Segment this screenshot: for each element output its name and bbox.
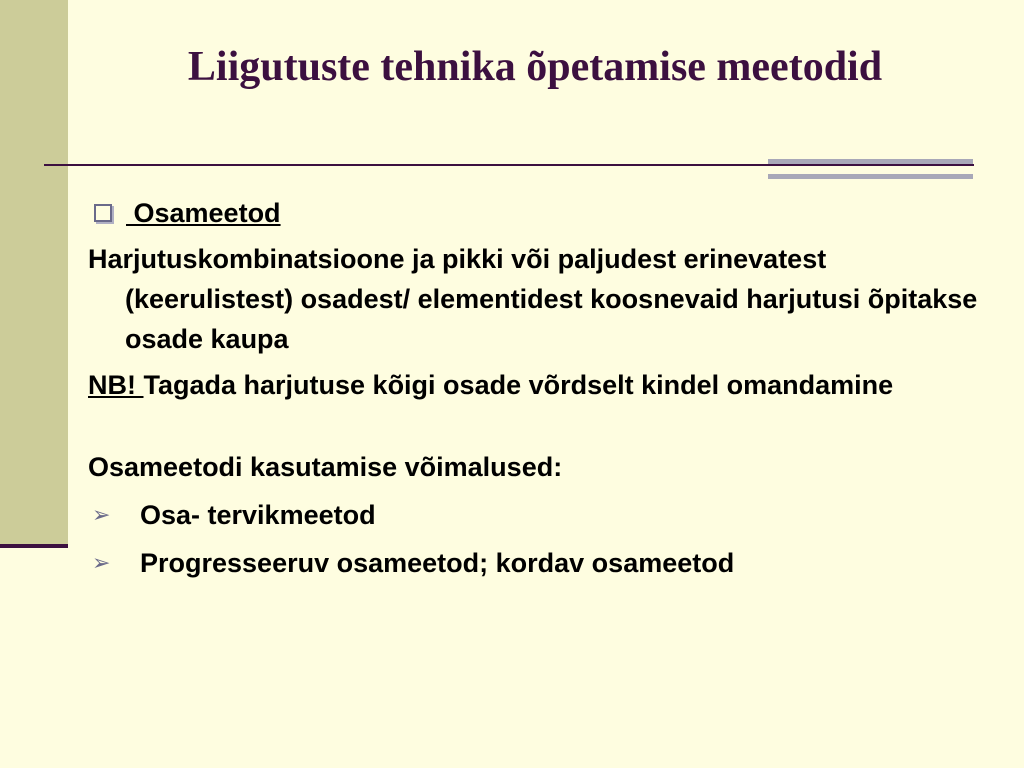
options-heading: Osameetodi kasutamise võimalused: bbox=[88, 452, 563, 482]
nb-label: NB! bbox=[88, 370, 144, 400]
title-divider bbox=[44, 164, 974, 166]
list-item-text: Progresseeruv osameetod; kordav osameetod bbox=[140, 548, 735, 578]
decorative-gray-bar-bottom bbox=[768, 174, 973, 179]
section-heading-row bbox=[88, 193, 988, 233]
decorative-gray-bar-top bbox=[768, 159, 973, 164]
list-item-text: Osa- tervikmeetod bbox=[140, 500, 376, 530]
description-paragraph: Harjutuskombinatsioone ja pikki või paljudest erinevatest (keerulistest) osadest/ elementidest koosnevaid harjutusi õpitakse osade kaupa bbox=[88, 244, 978, 354]
list-item bbox=[88, 495, 988, 535]
nb-text: Tagada harjutuse kõigi osade võrdselt kindel omandamine bbox=[143, 370, 894, 400]
arrow-bullet-icon: ➢ bbox=[92, 502, 111, 527]
left-decorative-band bbox=[0, 0, 68, 548]
list-item bbox=[88, 543, 988, 583]
section-heading: Osameetod bbox=[126, 198, 281, 228]
slide-body bbox=[88, 193, 988, 583]
slide-title: Liigutuste tehnika õpetamise meetodid bbox=[187, 44, 883, 90]
left-band-rule bbox=[0, 544, 68, 548]
nb-paragraph bbox=[88, 365, 988, 405]
arrow-bullet-icon: ➢ bbox=[92, 550, 111, 575]
square-bullet-icon bbox=[94, 204, 112, 222]
